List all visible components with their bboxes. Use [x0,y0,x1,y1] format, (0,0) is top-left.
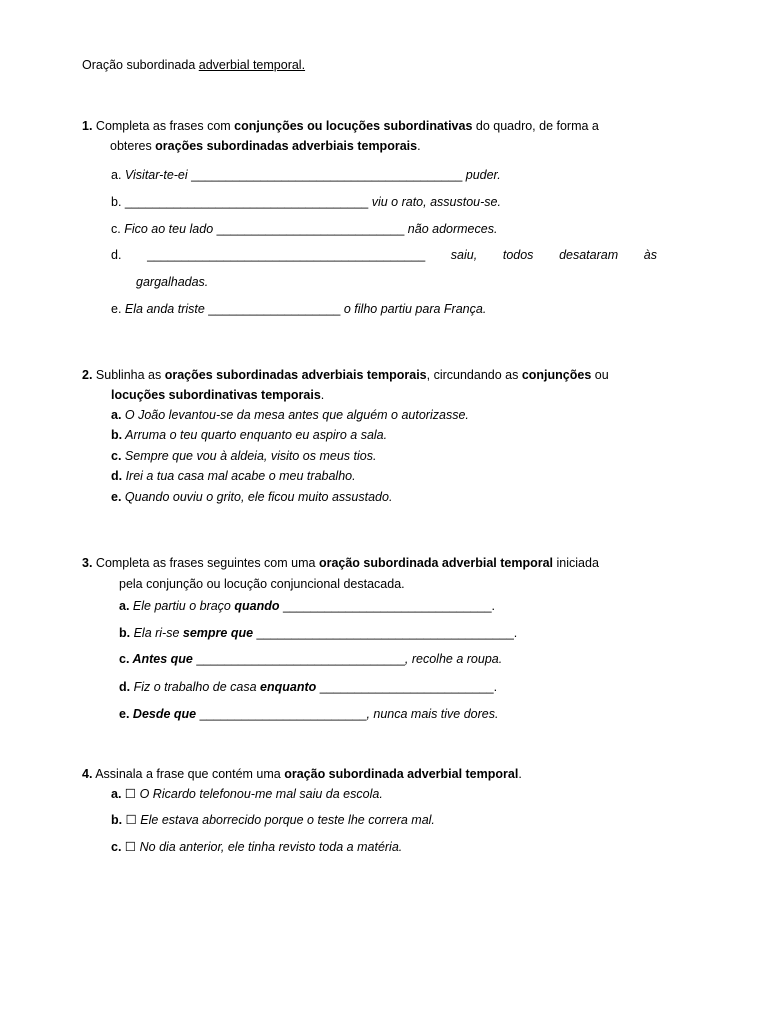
q3-instruction-line2: pela conjunção ou locução conjuncional destacada. [119,577,405,591]
q2-item-c: c. Sempre que vou à aldeia, visito os meus tios. [111,449,377,463]
checkbox-icon[interactable]: ☐ [124,840,137,854]
q4-instruction: 4. Assinala a frase que contém uma oração subordinada adverbial temporal. [82,767,522,781]
checkbox-icon[interactable]: ☐ [125,813,137,827]
answer-blank[interactable]: _________________________ [316,680,494,694]
answer-blank[interactable]: ________________________ [196,707,367,721]
q1-item-e: e. Ela anda triste ___________________ o filho partiu para França. [111,302,487,316]
answer-blank[interactable]: ___________________ [208,302,341,316]
q1-instruction-line2: obteres orações subordinadas adverbiais temporais. [110,139,421,153]
q1-item-a: a. Visitar-te-ei _______________________________________ puder. [111,168,501,182]
q3-item-c: c. Antes que ______________________________, recolhe a roupa. [119,652,503,666]
q2-item-b: b. Arruma o teu quarto enquanto eu aspiro a sala. [111,428,388,442]
answer-blank[interactable]: _____________________________________ [253,626,514,640]
q3-item-b: b. Ela ri-se sempre que _____________________________________. [119,626,518,640]
answer-blank[interactable]: _______________________________________ [191,168,463,182]
q4-option-a[interactable]: a. ☐ O Ricardo telefonou-me mal saiu da escola. [111,787,383,801]
answer-blank[interactable]: ______________________________ [279,599,492,613]
answer-blank[interactable]: ________________________________________ [147,248,426,262]
q3-item-a: a. Ele partiu o braço quando ______________________________. [119,599,496,613]
checkbox-icon[interactable]: ☐ [124,787,137,801]
q2-item-e: e. Quando ouviu o grito, ele ficou muito assustado. [111,490,393,504]
page-title: Oração subordinada adverbial temporal. [82,58,306,72]
q2-item-a: a. O João levantou-se da mesa antes que alguém o autorizasse. [111,408,469,422]
answer-blank[interactable]: ___________________________________ [124,195,369,209]
q1-item-d-continuation: gargalhadas. [136,275,209,289]
q3-instruction-line1: 3. Completa as frases seguintes com uma oração subordinada adverbial temporal iniciada [82,556,599,570]
q1-item-b: b. ___________________________________ viu o rato, assustou-se. [111,195,501,209]
q3-item-d: d. Fiz o trabalho de casa enquanto _________________________. [119,680,498,694]
q4-option-b[interactable]: b. ☐ Ele estava aborrecido porque o teste lhe correra mal. [111,813,435,827]
q3-item-e: e. Desde que ________________________, nunca mais tive dores. [119,707,499,721]
answer-blank[interactable]: ______________________________ [192,652,405,666]
q1-item-c: c. Fico ao teu lado ___________________________ não adormeces. [111,222,498,236]
q2-instruction-line1: 2. Sublinha as orações subordinadas adverbiais temporais, circundando as conjunções ou [82,368,609,382]
q2-instruction-line2: locuções subordinativas temporais. [111,388,325,402]
answer-blank[interactable]: ___________________________ [216,222,405,236]
q4-option-c[interactable]: c. ☐ No dia anterior, ele tinha revisto toda a matéria. [111,840,403,854]
q1-instruction-line1: 1. Completa as frases com conjunções ou locuções subordinativas do quadro, de forma a [82,119,599,133]
title-underlined: adverbial temporal. [198,58,306,72]
q2-item-d: d. Irei a tua casa mal acabe o meu trabalho. [111,469,356,483]
q1-item-d: d. ________________________________________ saiu, todos desataram às [111,248,657,262]
